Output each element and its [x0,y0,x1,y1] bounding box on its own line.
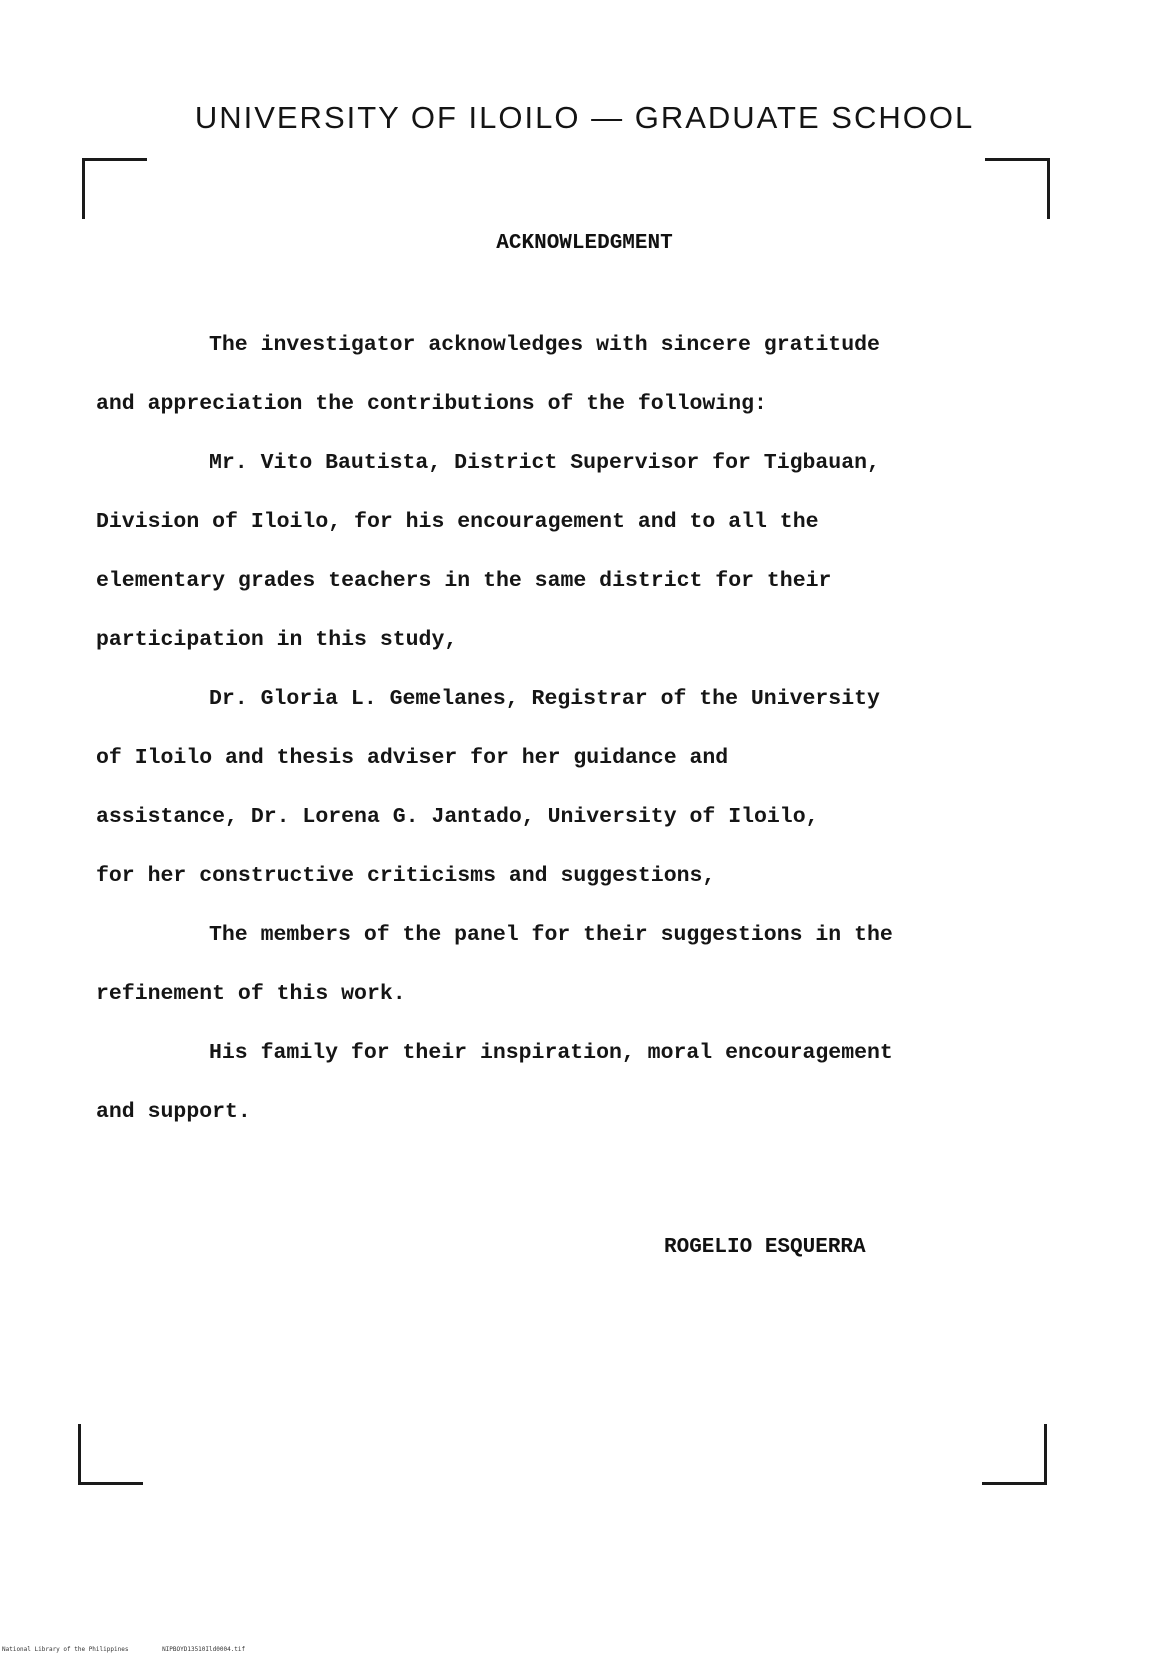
corner-mark-top-right [985,158,1050,219]
text-line: for her constructive criticisms and suggestions, [96,864,716,888]
page-header: UNIVERSITY OF ILOILO — GRADUATE SCHOOL [194,100,975,135]
footer-reference: NIPBOYD13510Ild0004.tif [162,1646,246,1653]
signature-name: ROGELIO ESQUERRA [664,1236,866,1259]
text-line: Dr. Gloria L. Gemelanes, Registrar of the University [209,687,880,711]
acknowledgment-body [96,330,1046,1156]
corner-mark-top-left [82,158,147,219]
text-line: and appreciation the contributions of the following: [96,392,767,416]
corner-mark-bottom-right [982,1424,1047,1485]
document-title: ACKNOWLEDGMENT [496,232,673,255]
text-line: Mr. Vito Bautista, District Supervisor for Tigbauan, [209,451,880,475]
text-line: The members of the panel for their suggestions in the [209,923,893,947]
text-line: and support. [96,1100,251,1124]
text-line: refinement of this work. [96,982,406,1006]
corner-mark-bottom-left [78,1424,143,1485]
text-line: The investigator acknowledges with sincere gratitude [209,333,880,357]
text-line: elementary grades teachers in the same district for their [96,569,832,593]
text-line: assistance, Dr. Lorena G. Jantado, University of Iloilo, [96,805,819,829]
text-line: of Iloilo and thesis adviser for her guidance and [96,746,729,770]
text-line: participation in this study, [96,628,458,652]
footer-source: National Library of the Philippines [2,1646,129,1653]
text-line: His family for their inspiration, moral encouragement [209,1041,893,1065]
text-line: Division of Iloilo, for his encouragement and to all the [96,510,819,534]
scan-footer [2,1646,245,1653]
